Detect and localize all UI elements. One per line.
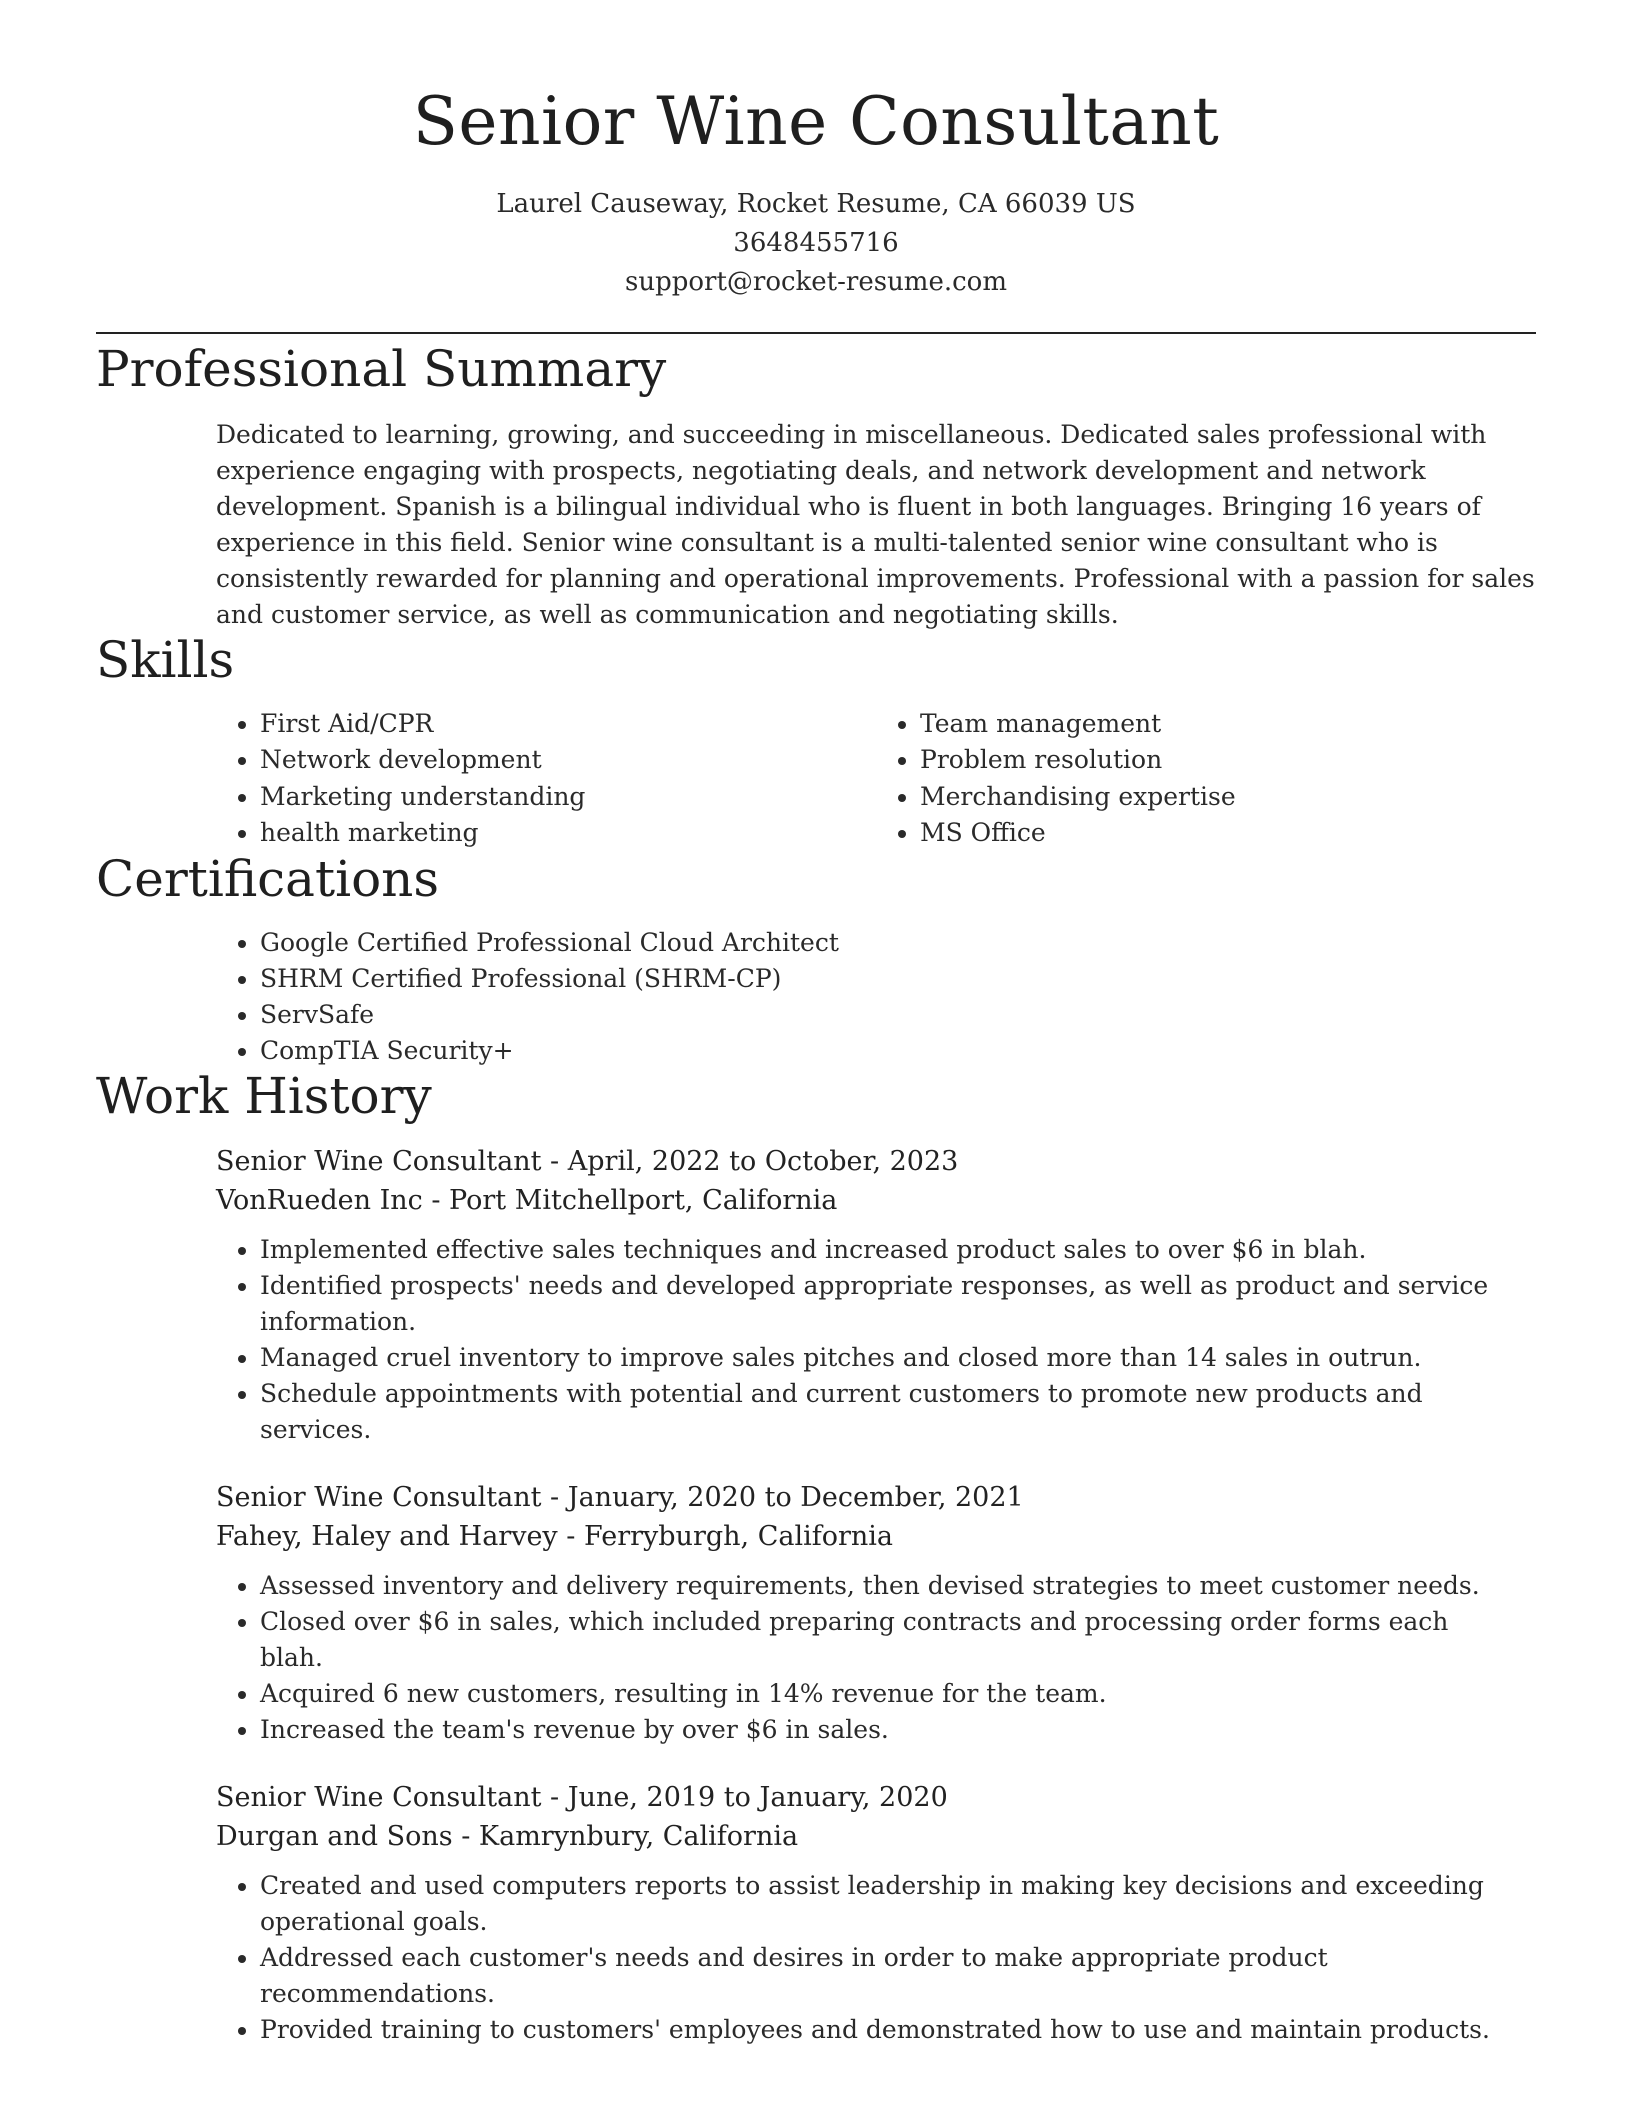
certification-item: • SHRM Certified Professional (SHRM-CP) (260, 961, 1536, 997)
job-bullets (216, 1568, 1536, 1748)
job-bullet: • Addressed each customer's needs and desires in order to make appropriate product recommendations. (260, 1940, 1536, 2012)
job-bullet: • Schedule appointments with potential and current customers to promote new products and services. (260, 1376, 1536, 1448)
summary-text: Dedicated to learning, growing, and succeeding in miscellaneous. Dedicated sales professional with experience engaging with prospects, negotiating deals, and network development and network development. Spanish is a bilingual individual who is fluent in both languages. Bringing 16 years of experience in this field. Senior wine consultant is a multi-talented senior wine consultant who is consistently rewarded for planning and operational improvements. Professional with a passion for sales and customer service, as well as communication and negotiating skills. (216, 419, 1535, 629)
job-bullet: • Increased the team's revenue by over $6 in sales. (260, 1712, 1536, 1748)
job-bullets (216, 1232, 1536, 1448)
job-entry (216, 1778, 1536, 2048)
section-title-summary: Professional Summary (96, 339, 667, 398)
resume-name: Senior Wine Consultant (412, 83, 1220, 160)
skill-item: • Marketing understanding (260, 779, 876, 816)
certification-item: • Google Certified Professional Cloud Architect (260, 925, 1536, 961)
job-role-dates: Senior Wine Consultant - April, 2022 to October, 2023 (216, 1145, 959, 1177)
certification-item: • ServSafe (260, 997, 1536, 1033)
contact-email: support@rocket-resume.com (624, 266, 1007, 297)
resume-header (96, 0, 1536, 302)
job-bullet: • Closed over $6 in sales, which included preparing contracts and processing order forms each blah. (260, 1604, 1536, 1676)
job-role-dates: Senior Wine Consultant - June, 2019 to January, 2020 (216, 1781, 948, 1813)
job-bullet: • Provided training to customers' employees and demonstrated how to use and maintain products. (260, 2012, 1536, 2048)
skills-column-1 (216, 706, 876, 852)
skill-item: • Problem resolution (920, 742, 1536, 779)
skill-item: • MS Office (920, 815, 1536, 852)
job-bullet: • Identified prospects' needs and developed appropriate responses, as well as product and service information. (260, 1268, 1536, 1340)
skills-column-2 (876, 706, 1536, 852)
section-title-work-history: Work History (96, 1066, 432, 1125)
skill-item: • Merchandising expertise (920, 779, 1536, 816)
skill-item: • health marketing (260, 815, 876, 852)
section-title-skills: Skills (96, 630, 235, 689)
contact-info (96, 185, 1536, 302)
job-role-dates: Senior Wine Consultant - January, 2020 to December, 2021 (216, 1481, 1024, 1513)
job-company-location: VonRueden Inc - Port Mitchellport, California (216, 1184, 838, 1216)
skill-item: • First Aid/CPR (260, 706, 876, 743)
header-divider (96, 332, 1536, 334)
job-bullet: • Assessed inventory and delivery requirements, then devised strategies to meet customer needs. (260, 1568, 1536, 1604)
resume-page (96, 0, 1536, 2048)
job-bullets (216, 1868, 1536, 2048)
job-bullet: • Implemented effective sales techniques and increased product sales to over $6 in blah. (260, 1232, 1536, 1268)
skill-item: • Network development (260, 742, 876, 779)
job-bullet: • Acquired 6 new customers, resulting in 14% revenue for the team. (260, 1676, 1536, 1712)
section-title-certifications: Certifications (96, 849, 440, 908)
job-company-location: Durgan and Sons - Kamrynbury, California (216, 1820, 799, 1852)
certification-item: • CompTIA Security+ (260, 1033, 1536, 1069)
job-bullet: • Created and used computers reports to assist leadership in making key decisions and exceeding operational goals. (260, 1868, 1536, 1940)
certifications-list (216, 925, 1536, 1069)
contact-address: Laurel Causeway, Rocket Resume, CA 66039 US (496, 188, 1136, 219)
contact-phone: 3648455716 (733, 227, 899, 258)
skills-list (216, 706, 1536, 852)
job-company-location: Fahey, Haley and Harvey - Ferryburgh, California (216, 1520, 893, 1552)
skill-item: • Team management (920, 706, 1536, 743)
job-bullet: • Managed cruel inventory to improve sales pitches and closed more than 14 sales in outrun. (260, 1340, 1536, 1376)
job-entry (216, 1142, 1536, 1448)
job-entry (216, 1478, 1536, 1748)
